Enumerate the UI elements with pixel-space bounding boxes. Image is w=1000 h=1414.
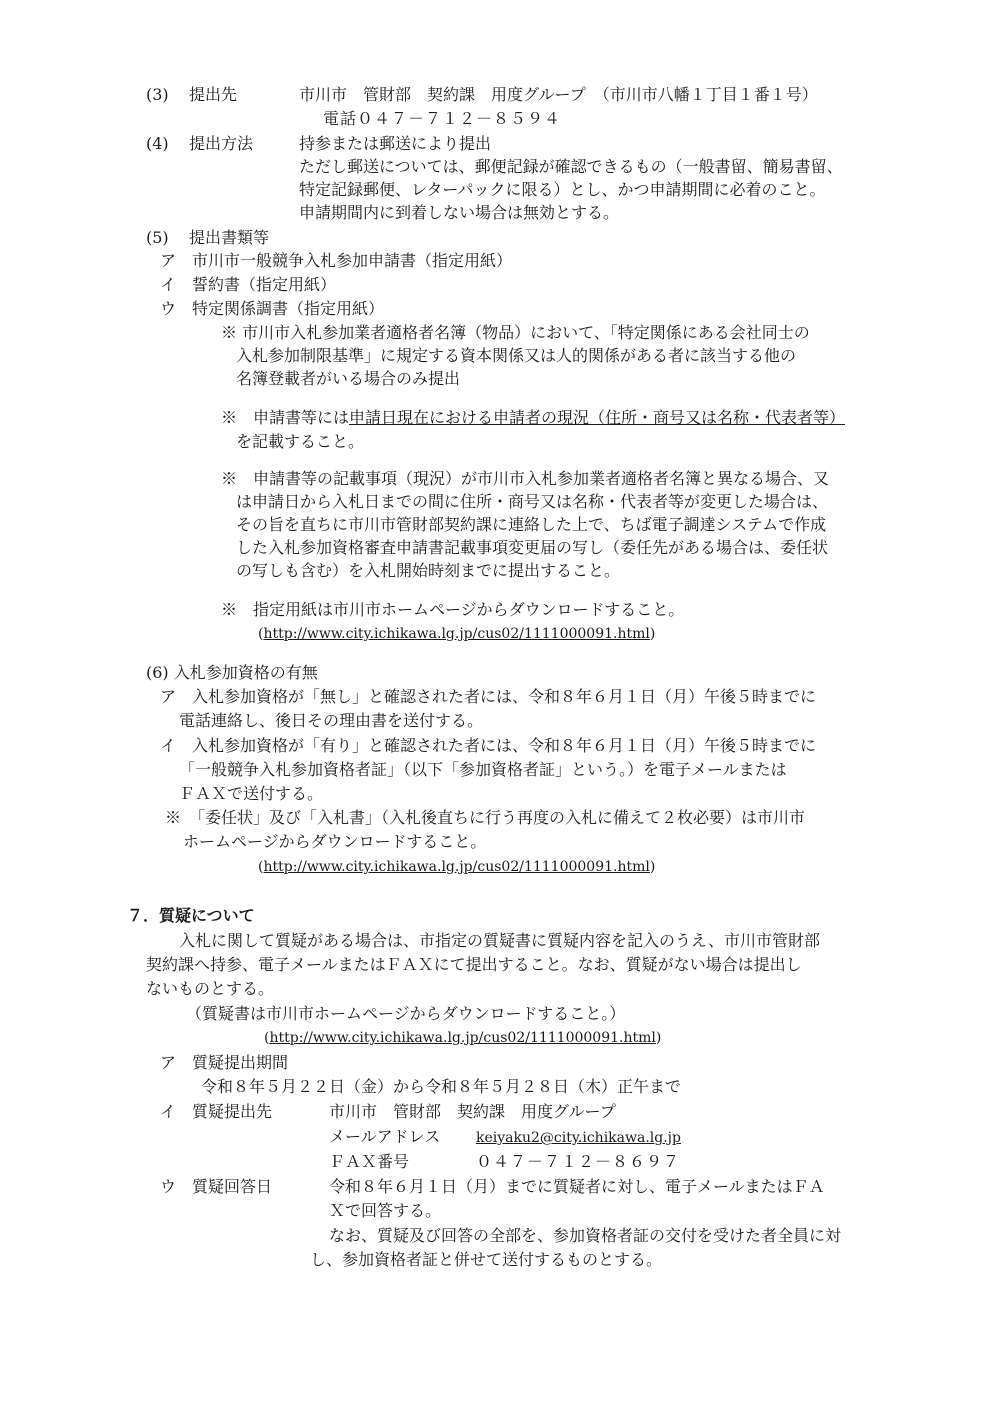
paragraph-line: 電話連絡し、後日その理由書を送付する。 <box>179 711 484 730</box>
document-item: ウ 特定関係調書（指定用紙） <box>160 299 385 318</box>
url-line: (http://www.city.ichikawa.lg.jp/cus02/1111000091.html) <box>258 626 656 642</box>
note-line: 名簿登載者がいる場合のみ提出 <box>236 369 461 388</box>
submission-address: 市川市 管財部 契約課 用度グループ （市川市八幡１丁目１番１号） <box>299 85 818 104</box>
note-line: ※ 指定用紙は市川市ホームページからダウンロードすること。 <box>221 600 685 619</box>
section3-label: 提出先 <box>189 85 238 104</box>
url-link[interactable]: http://www.city.ichikawa.lg.jp/cus02/1111000091.html <box>263 626 650 642</box>
document-item: ア 市川市一般競争入札参加申請書（指定用紙） <box>160 251 513 270</box>
answer-line: し、参加資格者証と併せて送付するものとする。 <box>310 1250 663 1269</box>
paragraph-line: 「一般競争入札参加資格者証」（以下「参加資格者証」という。）を電子メールまたは <box>179 760 787 779</box>
section7-title: ７．質疑について <box>127 906 255 925</box>
section4-number: (4) <box>146 134 169 153</box>
url-link[interactable]: http://www.city.ichikawa.lg.jp/cus02/1111000091.html <box>263 859 650 875</box>
download-note: （質疑書は市川市ホームページからダウンロードすること。） <box>186 1004 626 1023</box>
fax-label: ＦＡＸ番号 <box>329 1152 410 1171</box>
note-text: ※ 申請書等には <box>221 408 350 427</box>
note-line: その旨を直ちに市川市管財部契約課に連絡した上で、ちば電子調達システムで作成 <box>236 515 827 534</box>
url-line: (http://www.city.ichikawa.lg.jp/cus02/1111000091.html) <box>258 859 656 875</box>
destination-label: イ 質疑提出先 <box>160 1102 273 1121</box>
mail-address[interactable]: keiyaku2@city.ichikawa.lg.jp <box>476 1130 681 1146</box>
note-line: ホームページからダウンロードすること。 <box>183 832 487 851</box>
answer-line: なお、質疑及び回答の全部を、参加資格者証の交付を受けた者全員に対 <box>329 1226 842 1245</box>
url-link[interactable]: http://www.city.ichikawa.lg.jp/cus02/1111000091.html <box>269 1030 656 1046</box>
note-line: を記載すること。 <box>236 432 365 451</box>
document-item: イ 誓約書（指定用紙） <box>160 275 337 294</box>
period-label: ア 質疑提出期間 <box>160 1053 289 1072</box>
period-value: 令和８年５月２２日（金）から令和８年５月２８日（木）正午まで <box>201 1077 682 1096</box>
section6-title: (6) 入札参加資格の有無 <box>146 663 318 682</box>
submission-phone: 電話０４７－７１２－８５９４ <box>323 109 562 128</box>
underlined-text: 申請日現在における申請者の現況（住所・商号又は名称・代表者等） <box>349 408 846 427</box>
paragraph-line: ア 入札参加資格が「無し」と確認された者には、令和８年６月１日（月）午後５時までに <box>160 687 817 706</box>
paragraph-line: ＦＡＸで送付する。 <box>179 784 324 803</box>
answer-line: Ｘで回答する。 <box>329 1201 442 1220</box>
note-line: ※ 申請書等の記載事項（現況）が市川市入札参加業者適格者名簿と異なる場合、又 <box>221 469 830 488</box>
section3-number: (3) <box>146 85 169 104</box>
note-line <box>221 407 845 429</box>
section4-label: 提出方法 <box>189 134 254 153</box>
method-line: 持参または郵送により提出 <box>299 134 492 153</box>
mail-label: メールアドレス <box>329 1127 441 1146</box>
method-line: 申請期間内に到着しない場合は無効とする。 <box>299 203 620 222</box>
note-line: ※ 「委任状」及び「入札書」（入札後直ちに行う再度の入札に備えて２枚必要）は市川市 <box>165 808 806 827</box>
paragraph-line: イ 入札参加資格が「有り」と確認された者には、令和８年６月１日（月）午後５時までに <box>160 736 817 755</box>
url-line: (http://www.city.ichikawa.lg.jp/cus02/1111000091.html) <box>264 1030 662 1046</box>
answer-line: 令和８年６月１日（月）までに質疑者に対し、電子メールまたはＦＡ <box>329 1177 825 1196</box>
paragraph-line: 入札に関して質疑がある場合は、市指定の質疑書に質疑内容を記入のうえ、市川市管財部 <box>179 931 820 950</box>
fax-number: ０４７－７１２－８６９７ <box>476 1152 681 1171</box>
paragraph-line: 契約課へ持参、電子メールまたはＦＡＸにて提出すること。なお、質疑がない場合は提出し <box>146 955 802 974</box>
note-line: は申請日から入札日までの間に住所・商号又は名称・代表者等が変更した場合は、 <box>236 492 829 511</box>
section5-label: 提出書類等 <box>189 228 270 247</box>
section5-number: (5) <box>146 228 169 247</box>
answer-label: ウ 質疑回答日 <box>160 1177 273 1196</box>
method-line: ただし郵送については、郵便記録が確認できるもの（一般書留、簡易書留、 <box>299 157 843 176</box>
note-line: ※ 市川市入札参加業者適格者名簿（物品）において、「特定関係にある会社同士の <box>221 323 810 342</box>
paragraph-line: ないものとする。 <box>146 979 275 998</box>
note-line: した入札参加資格審査申請書記載事項変更届の写し（委任先がある場合は、委任状 <box>236 538 829 557</box>
note-line: 入札参加制限基準」に規定する資本関係又は人的関係がある者に該当する他の <box>236 346 797 365</box>
destination-value: 市川市 管財部 契約課 用度グループ <box>329 1102 616 1121</box>
note-line: の写しも含む）を入札開始時刻までに提出すること。 <box>236 561 621 580</box>
method-line: 特定記録郵便、レターパックに限る）とし、かつ申請期間に必着のこと。 <box>299 180 826 199</box>
